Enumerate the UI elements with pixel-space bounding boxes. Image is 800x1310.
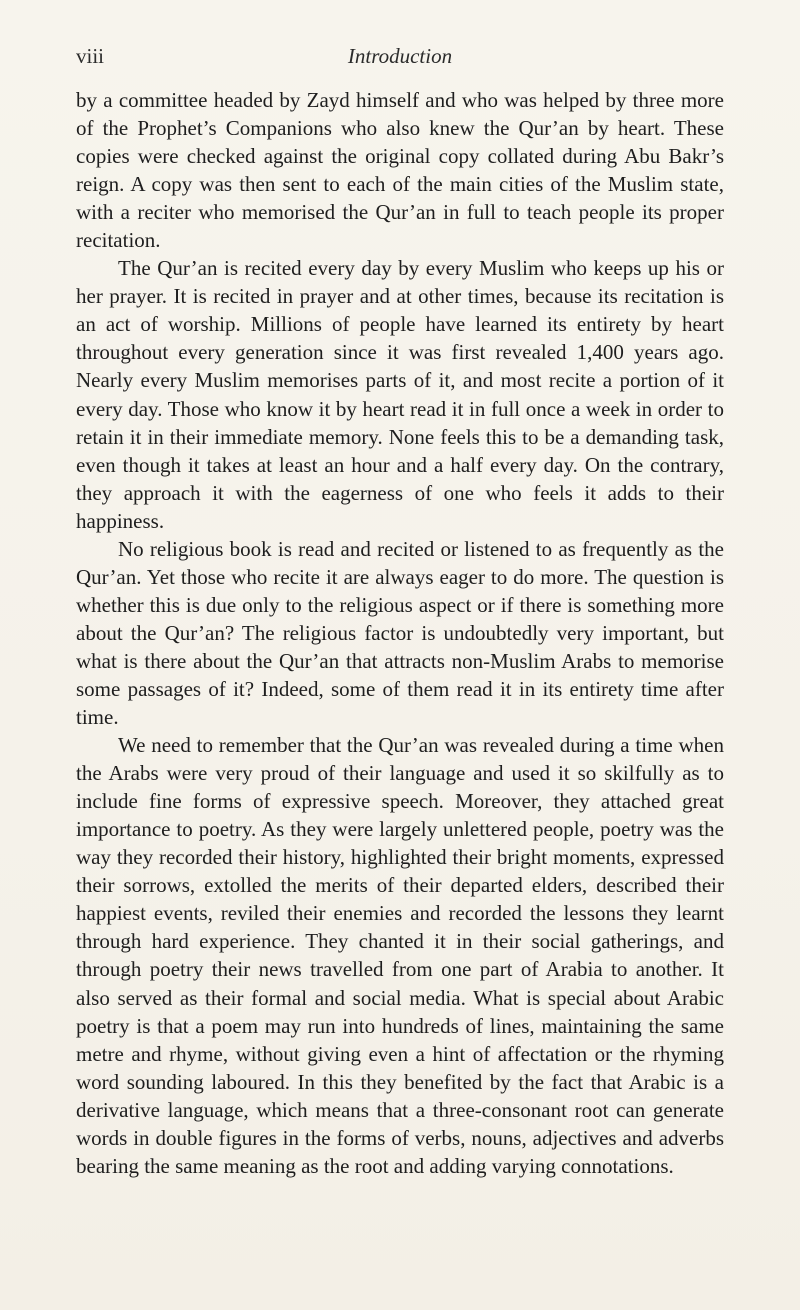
paragraph-recitation: The Qur’an is recited every day by every Muslim who keeps up his or her prayer. It is recited in prayer and at other times, because its recitation is an act of worship. Millions of people have learned its entirety by heart throughout every generation since it was first revealed 1,400 years ago. Nearly every Muslim memorises parts of it, and most recite a portion of it every day. Those who know it by heart read it in full once a week in order to retain it in their immediate memory. None feels this to be a demanding task, even though it takes at least an hour and a half every day. On the contrary, they approach it with the eagerness of one who feels it adds to their happiness. — [76, 256, 724, 533]
paragraph-arabic-poetry: We need to remember that the Qur’an was revealed during a time when the Arabs were very proud of their language and used it so skilfully as to include fine forms of expressive speech. Moreover, they attached great importance to poetry. As they were largely unlettered people, poetry was the way they recorded their history, highlighted their bright moments, expressed their sorrows, extolled the merits of their departed elders, described their happiest events, reviled their enemies and recorded the lessons they learnt through hard experience. They chanted it in their social gatherings, and through poetry their news travelled from one part of Arabia to another. It also served as their formal and social media. What is special about Arabic poetry is that a poem may run into hundreds of lines, maintaining the same metre and rhyme, without giving even a hint of affectation or the rhyming word sounding laboured. In this they benefited by the fact that Arabic is a derivative language, which means that a three-consonant root can generate words in double figures in the forms of verbs, nouns, adjectives and adverbs bearing the same meaning as the root and adding varying connotations. — [76, 733, 724, 1178]
page-number: viii — [76, 44, 105, 68]
body-text — [76, 86, 724, 1180]
paragraph-religious-factor: No religious book is read and recited or listened to as frequently as the Qur’an. Yet those who recite it are always eager to do more. The question is whether this is due only to the religious aspect or if there is something more about the Qur’an? The religious factor is undoubtedly very important, but what is there about the Qur’an that attracts non-Muslim Arabs to memorise some passages of it? Indeed, some of them read it in its entirety time after time. — [76, 536, 724, 730]
running-title: Introduction — [347, 44, 453, 68]
page-header — [76, 44, 724, 74]
paragraph-continued: by a committee headed by Zayd himself and who was helped by three more of the Prophet’s Companions who also knew the Qur’an by heart. These copies were checked against the original copy collated during Abu Bakr’s reign. A copy was then sent to each of the main cities of the Muslim state, with a reciter who memorised the Qur’an in full to teach people its proper recitation. — [76, 88, 724, 253]
